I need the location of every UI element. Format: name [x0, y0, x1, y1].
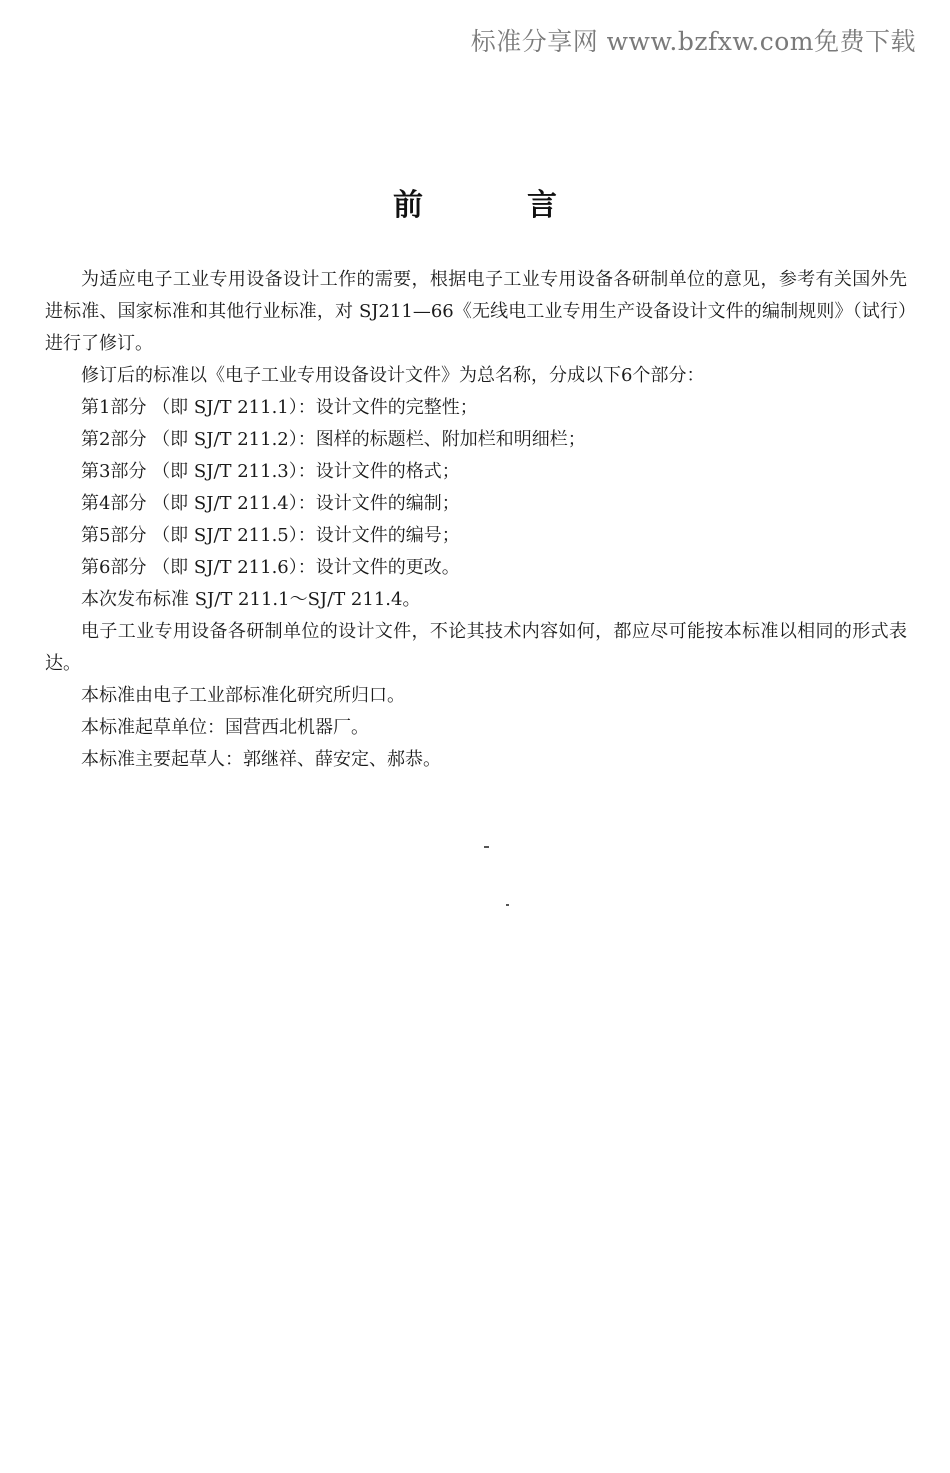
- watermark-text: 标准分享网 www.bzfxw.com免费下载: [470, 27, 916, 56]
- scan-speck: [506, 904, 509, 906]
- paragraph-release: 本次发布标准 SJ/T 211.1～SJ/T 211.4。: [81, 589, 421, 610]
- list-item: 第1部分 （即 SJ/T 211.1）：设计文件的完整性；: [81, 397, 478, 418]
- paragraph-responsible: 本标准由电子工业部标准化研究所归口。: [81, 685, 405, 706]
- paragraph-parts-intro: 修订后的标准以《电子工业专用设备设计文件》为总名称，分成以下6个部分：: [81, 365, 705, 386]
- foreword-body: [45, 264, 907, 776]
- list-item: 第2部分 （即 SJ/T 211.2）：图样的标题栏、附加栏和明细栏；: [81, 429, 586, 450]
- paragraph-intro: 为适应电子工业专用设备设计工作的需要，根据电子工业专用设备各研制单位的意见，参考有关国外先进标准、国家标准和其他行业标准，对 SJ211—66《无线电工业专用生产设备设计文件的编制规则》（试行）进行了修订。: [45, 269, 907, 354]
- paragraph-drafters: 本标准主要起草人：郭继祥、薛安定、郝恭。: [81, 749, 441, 770]
- paragraph-scope: 电子工业专用设备各研制单位的设计文件，不论其技术内容如何，都应尽可能按本标准以相同的形式表达。: [45, 621, 907, 674]
- paragraph-drafting-unit: 本标准起草单位：国营西北机器厂。: [81, 717, 369, 738]
- list-item: 第5部分 （即 SJ/T 211.5）：设计文件的编号；: [81, 525, 460, 546]
- parts-list: [45, 392, 907, 584]
- scan-speck: [484, 846, 489, 848]
- list-item: 第3部分 （即 SJ/T 211.3）：设计文件的格式；: [81, 461, 460, 482]
- list-item: 第6部分 （即 SJ/T 211.6）：设计文件的更改。: [81, 557, 460, 578]
- page-title: 前言: [393, 188, 661, 223]
- list-item: 第4部分 （即 SJ/T 211.4）：设计文件的编制；: [81, 493, 460, 514]
